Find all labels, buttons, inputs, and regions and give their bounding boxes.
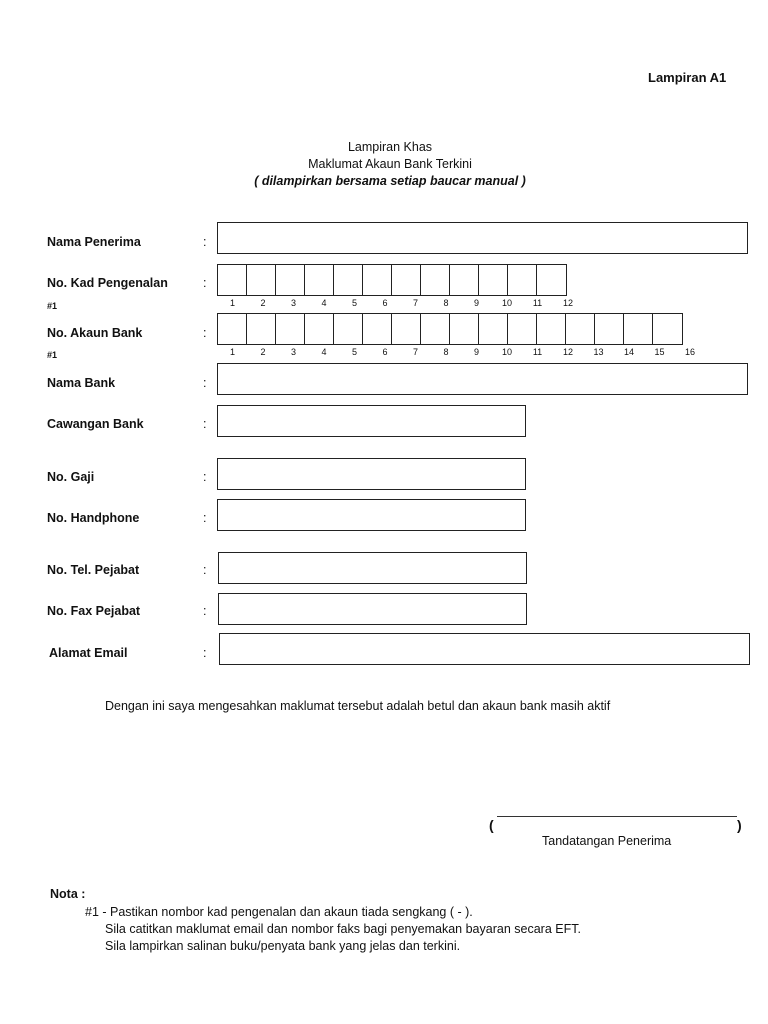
cawangan-bank-field[interactable]	[217, 405, 526, 437]
digit-number: 5	[351, 347, 357, 357]
attachment-label: Lampiran A1	[648, 70, 727, 85]
nota-line: Sila catitkan maklumat email dan nombor faks bagi penyemakan bayaran secara EFT.	[105, 922, 581, 936]
digit-cell[interactable]	[536, 313, 567, 345]
digit-cell[interactable]	[420, 264, 451, 296]
colon: :	[203, 470, 207, 484]
digit-cell[interactable]	[217, 313, 248, 345]
digit-cell[interactable]	[449, 264, 480, 296]
digit-cell[interactable]	[217, 264, 248, 296]
label-akaun-bank: No. Akaun Bank	[47, 326, 143, 340]
digit-cell[interactable]	[478, 313, 509, 345]
form-subtitle: Maklumat Akaun Bank Terkini	[308, 157, 472, 171]
label-no-tel-pejabat: No. Tel. Pejabat	[47, 563, 140, 577]
digit-cell[interactable]	[507, 264, 538, 296]
digit-number: 6	[382, 347, 388, 357]
digit-number: 4	[321, 347, 327, 357]
digit-number: 8	[443, 298, 449, 308]
colon: :	[203, 646, 207, 660]
digit-number: 7	[412, 347, 418, 357]
nama-penerima-field[interactable]	[217, 222, 748, 254]
digit-number: 10	[501, 347, 512, 357]
digit-number: 8	[443, 347, 449, 357]
nota-list	[85, 904, 581, 955]
digit-cell[interactable]	[275, 264, 306, 296]
digit-number: 12	[562, 347, 573, 357]
digit-number: 7	[412, 298, 418, 308]
digit-number: 4	[321, 298, 327, 308]
kad-pengenalan-digit-numbers	[218, 298, 584, 308]
digit-number: 9	[473, 298, 479, 308]
form-instruction: ( dilampirkan bersama setiap baucar manual )	[254, 174, 526, 188]
label-alamat-email: Alamat Email	[49, 646, 128, 660]
digit-cell[interactable]	[478, 264, 509, 296]
digit-cell[interactable]	[449, 313, 480, 345]
signature-label: Tandatangan Penerima	[542, 834, 672, 848]
signature-close-paren: )	[737, 817, 742, 833]
digit-number: 9	[473, 347, 479, 357]
digit-number: 3	[290, 298, 296, 308]
nama-bank-field[interactable]	[217, 363, 748, 395]
digit-cell[interactable]	[246, 313, 277, 345]
label-no-handphone: No. Handphone	[47, 511, 140, 525]
digit-cell[interactable]	[391, 264, 422, 296]
digit-cell[interactable]	[333, 313, 364, 345]
colon: :	[203, 604, 207, 618]
ref-mark: #1	[47, 350, 58, 360]
digit-number: 15	[654, 347, 665, 357]
colon: :	[203, 276, 207, 290]
ref-mark: #1	[47, 301, 58, 311]
digit-number: 16	[684, 347, 695, 357]
digit-number: 11	[532, 347, 543, 357]
label-cawangan-bank: Cawangan Bank	[47, 417, 144, 431]
digit-number: 3	[290, 347, 296, 357]
nota-line: Sila lampirkan salinan buku/penyata bank yang jelas dan terkini.	[105, 939, 461, 953]
digit-number: 10	[501, 298, 512, 308]
akaun-bank-cells[interactable]	[217, 313, 681, 345]
label-no-gaji: No. Gaji	[47, 470, 95, 484]
digit-number: 12	[562, 298, 573, 308]
digit-cell[interactable]	[420, 313, 451, 345]
digit-cell[interactable]	[362, 264, 393, 296]
digit-cell[interactable]	[536, 264, 567, 296]
digit-number: 1	[229, 298, 235, 308]
nota-line: #1 - Pastikan nombor kad pengenalan dan akaun tiada sengkang ( - ).	[85, 905, 473, 919]
digit-cell[interactable]	[304, 264, 335, 296]
form-title: Lampiran Khas	[347, 140, 433, 154]
digit-cell[interactable]	[275, 313, 306, 345]
label-kad-pengenalan: No. Kad Pengenalan	[47, 276, 168, 290]
akaun-bank-digit-numbers	[218, 347, 706, 357]
digit-cell[interactable]	[304, 313, 335, 345]
confirmation-statement: Dengan ini saya mengesahkan maklumat tersebut adalah betul dan akaun bank masih aktif	[105, 699, 611, 713]
digit-cell[interactable]	[246, 264, 277, 296]
no-fax-pejabat-field[interactable]	[218, 593, 527, 625]
colon: :	[203, 235, 207, 249]
digit-cell[interactable]	[652, 313, 683, 345]
digit-cell[interactable]	[507, 313, 538, 345]
nota-title: Nota :	[50, 887, 86, 901]
digit-cell[interactable]	[594, 313, 625, 345]
kad-pengenalan-cells[interactable]	[217, 264, 565, 296]
signature-line[interactable]	[497, 816, 737, 817]
label-nama-penerima: Nama Penerima	[47, 235, 141, 249]
colon: :	[203, 511, 207, 525]
digit-cell[interactable]	[333, 264, 364, 296]
colon: :	[203, 417, 207, 431]
colon: :	[203, 326, 207, 340]
digit-number: 6	[382, 298, 388, 308]
digit-number: 2	[260, 347, 266, 357]
colon: :	[203, 563, 207, 577]
label-no-fax-pejabat: No. Fax Pejabat	[47, 604, 141, 618]
no-handphone-field[interactable]	[217, 499, 526, 531]
no-tel-pejabat-field[interactable]	[218, 552, 527, 584]
digit-cell[interactable]	[565, 313, 596, 345]
signature-open-paren: (	[489, 817, 494, 833]
label-nama-bank: Nama Bank	[47, 376, 116, 390]
digit-cell[interactable]	[623, 313, 654, 345]
digit-cell[interactable]	[391, 313, 422, 345]
digit-cell[interactable]	[362, 313, 393, 345]
digit-number: 11	[532, 298, 543, 308]
no-gaji-field[interactable]	[217, 458, 526, 490]
digit-number: 14	[623, 347, 634, 357]
digit-number: 5	[351, 298, 357, 308]
digit-number: 1	[229, 347, 235, 357]
digit-number: 2	[260, 298, 266, 308]
colon: :	[203, 376, 207, 390]
alamat-email-field[interactable]	[219, 633, 750, 665]
digit-number: 13	[593, 347, 604, 357]
